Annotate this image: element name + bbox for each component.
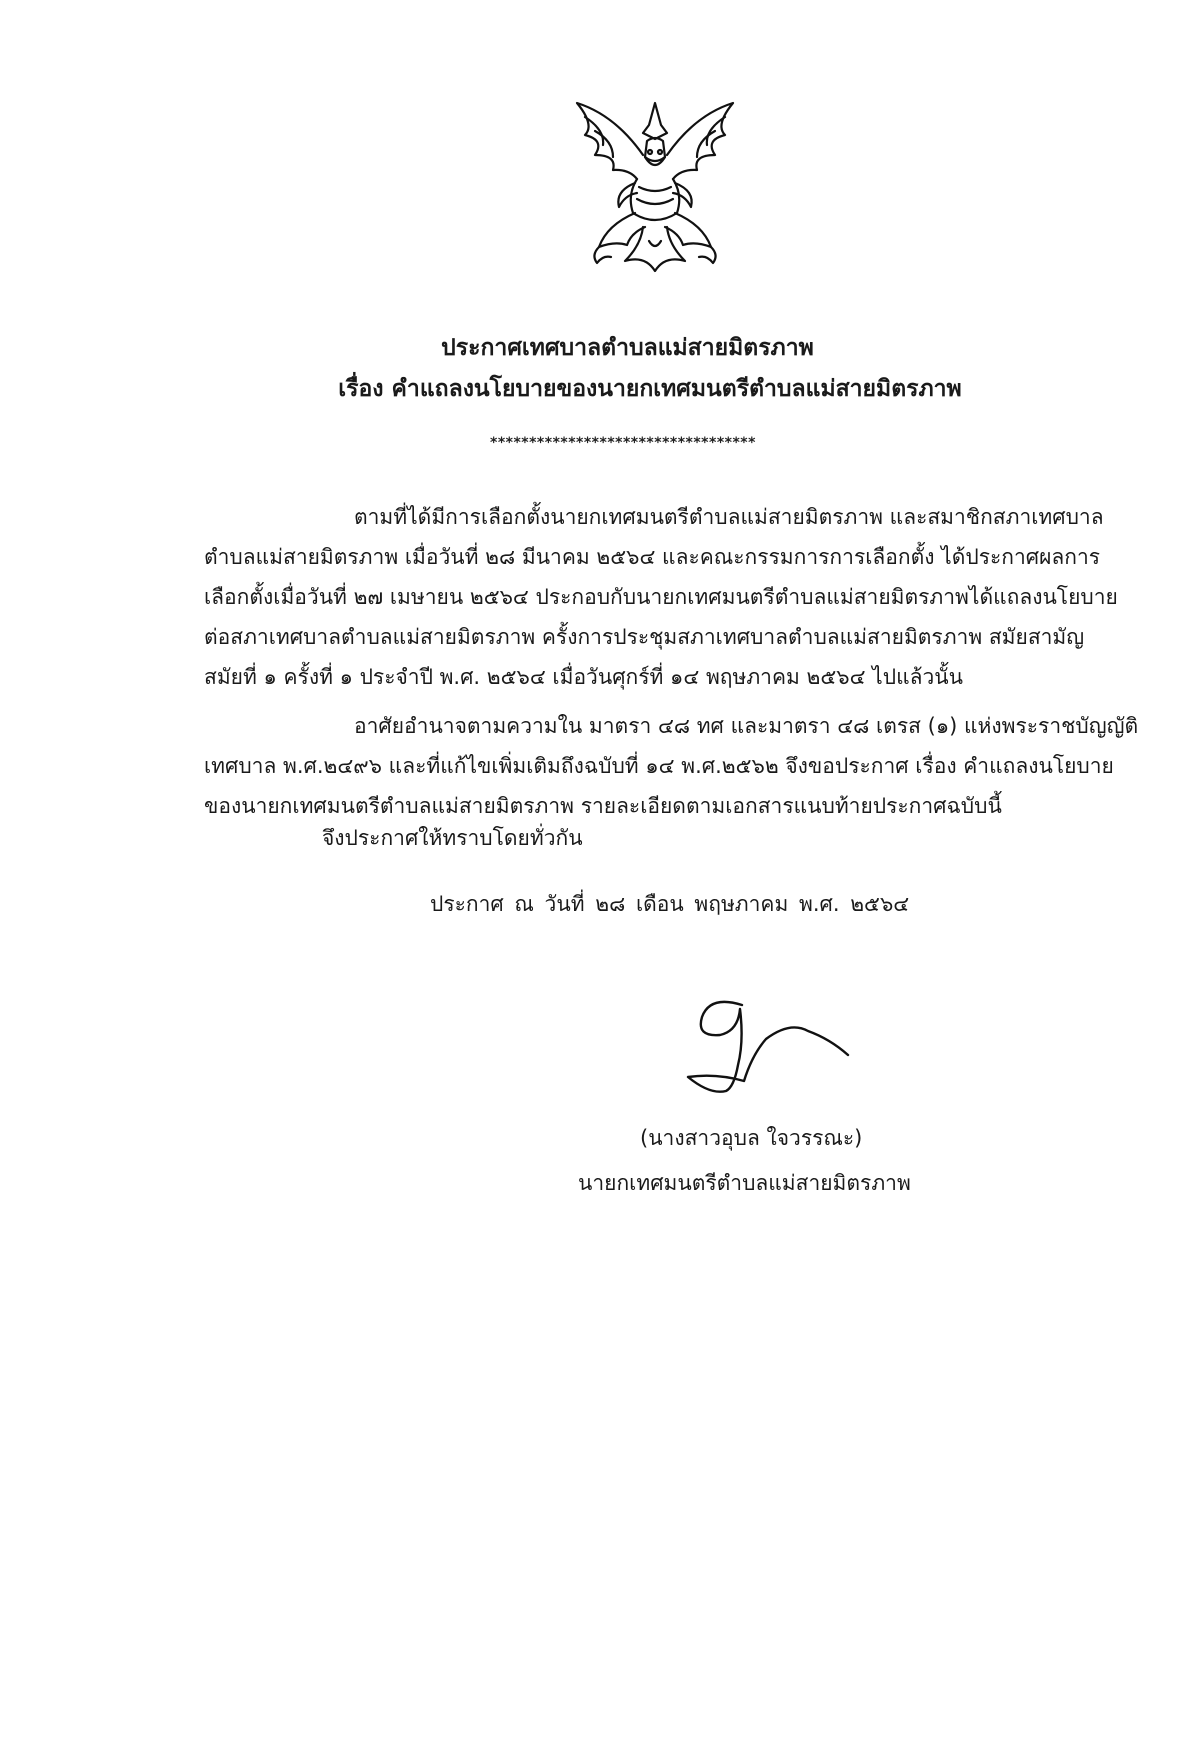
announcement-title bbox=[0, 328, 1200, 410]
paragraph-line: ของนายกเทศมนตรีตำบลแม่สายมิตรภาพ รายละเอียดตามเอกสารแนบท้ายประกาศฉบับนี้ bbox=[204, 794, 1002, 818]
paragraph-line: ต่อสภาเทศบาลตำบลแม่สายมิตรภาพ ครั้งการประชุมสภาเทศบาลตำบลแม่สายมิตรภาพ สมัยสามัญ bbox=[204, 625, 1085, 649]
paragraph-line: อาศัยอำนาจตามความใน มาตรา ๔๘ ทศ และมาตรา ๔๘ เตรส (๑) แห่งพระราชบัญญัติ bbox=[354, 714, 1139, 738]
paragraph-line: เลือกตั้งเมื่อวันที่ ๒๗ เมษายน ๒๕๖๔ ประกอบกับนายกเทศมนตรีตำบลแม่สายมิตรภาพได้แถลงนโยบาย bbox=[204, 585, 1118, 609]
paragraph-2 bbox=[204, 706, 1139, 826]
signer-name: (นางสาวอุบล ใจวรรณะ) bbox=[640, 1126, 863, 1150]
paragraph-line: ตามที่ได้มีการเลือกตั้งนายกเทศมนตรีตำบลแม่สายมิตรภาพ และสมาชิกสภาเทศบาล bbox=[354, 505, 1104, 529]
announcement-date: ประกาศ ณ วันที่ ๒๘ เดือน พฤษภาคม พ.ศ. ๒๕๖๔ bbox=[430, 892, 910, 916]
signer-title: นายกเทศมนตรีตำบลแม่สายมิตรภาพ bbox=[578, 1171, 911, 1195]
paragraph-line: ตำบลแม่สายมิตรภาพ เมื่อวันที่ ๒๘ มีนาคม ๒๕๖๔ และคณะกรรมการการเลือกตั้ง ได้ประกาศผลการ bbox=[204, 545, 1101, 569]
garuda-emblem-icon bbox=[555, 95, 755, 277]
paragraph-line: เทศบาล พ.ศ.๒๔๙๖ และที่แก้ไขเพิ่มเติมถึงฉบับที่ ๑๔ พ.ศ.๒๕๖๒ จึงขอประกาศ เรื่อง คำแถลงนโยบาย bbox=[204, 754, 1114, 778]
title-line-2: เรื่อง คำแถลงนโยบายของนายกเทศมนตรีตำบลแม่สายมิตรภาพ bbox=[338, 376, 962, 402]
closing-statement: จึงประกาศให้ทราบโดยทั่วกัน bbox=[322, 826, 583, 850]
body-text bbox=[204, 497, 1139, 835]
separator-line: ********************************** bbox=[490, 435, 756, 451]
paragraph-line: สมัยที่ ๑ ครั้งที่ ๑ ประจำปี พ.ศ. ๒๕๖๔ เมื่อวันศุกร์ที่ ๑๔ พฤษภาคม ๒๕๖๔ ไปแล้วนั้น bbox=[204, 665, 963, 689]
handwritten-signature bbox=[680, 995, 860, 1100]
paragraph-1 bbox=[204, 497, 1118, 697]
title-line-1: ประกาศเทศบาลตำบลแม่สายมิตรภาพ bbox=[441, 335, 814, 361]
